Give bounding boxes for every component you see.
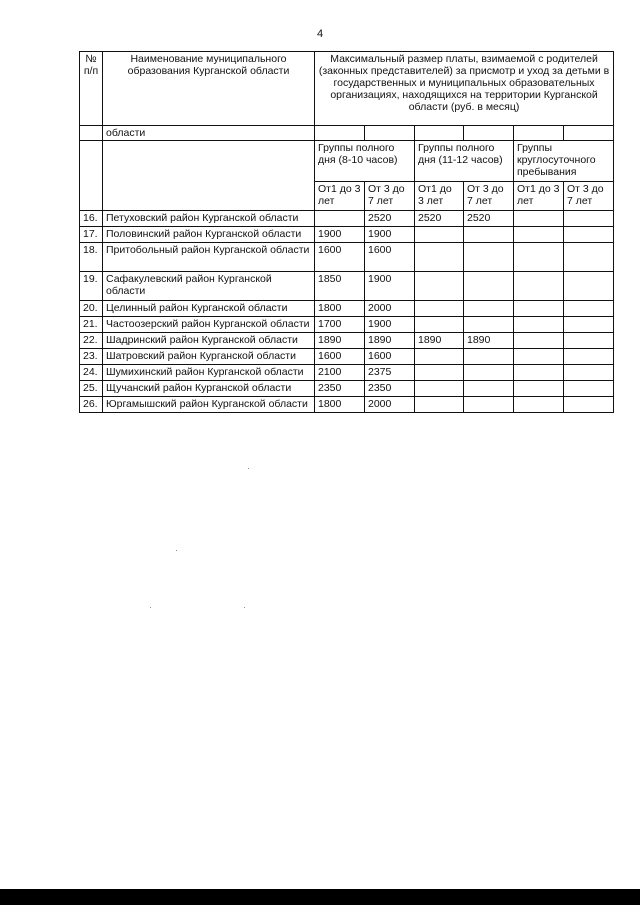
fee-cell bbox=[564, 243, 614, 272]
fee-cell: 2520 bbox=[415, 211, 464, 227]
row-number: 23. bbox=[80, 349, 103, 365]
municipality-name: Щучанский район Курганской области bbox=[103, 381, 315, 397]
header-carryover: области bbox=[103, 126, 315, 141]
table-header bbox=[80, 52, 614, 211]
table-row bbox=[80, 365, 614, 381]
header-age: От 3 до 7 лет bbox=[365, 182, 415, 211]
table-row bbox=[80, 211, 614, 227]
header-fee: Максимальный размер платы, взимаемой с родителей (законных представителей) за присмотр и уход за детьми в государственных и муниципальных образовательных организациях, находящихся на территории Курганской области (руб. в месяц) bbox=[315, 52, 614, 126]
table-row bbox=[80, 272, 614, 301]
header-group: Группы полного дня (8-10 часов) bbox=[315, 141, 415, 182]
fee-cell: 1800 bbox=[315, 397, 365, 413]
fee-cell bbox=[564, 272, 614, 301]
fee-cell bbox=[415, 397, 464, 413]
fee-cell: 2350 bbox=[315, 381, 365, 397]
fee-cell: 1890 bbox=[415, 333, 464, 349]
scan-speck bbox=[176, 550, 177, 551]
fee-cell bbox=[514, 317, 564, 333]
fee-cell bbox=[464, 349, 514, 365]
fee-cell bbox=[464, 381, 514, 397]
fee-cell bbox=[415, 349, 464, 365]
table-row bbox=[80, 381, 614, 397]
fee-cell bbox=[464, 272, 514, 301]
fee-cell bbox=[514, 381, 564, 397]
scan-speck bbox=[248, 468, 249, 469]
header-age: От1 до 3 лет bbox=[415, 182, 464, 211]
fee-cell bbox=[564, 317, 614, 333]
fee-cell bbox=[415, 272, 464, 301]
fee-cell: 1900 bbox=[365, 317, 415, 333]
fee-cell bbox=[564, 301, 614, 317]
fee-cell: 2000 bbox=[365, 397, 415, 413]
table-row bbox=[80, 243, 614, 272]
header-group: Группы полного дня (11-12 часов) bbox=[415, 141, 514, 182]
fee-cell bbox=[564, 227, 614, 243]
fee-cell bbox=[415, 227, 464, 243]
fee-cell: 1600 bbox=[315, 349, 365, 365]
fee-cell bbox=[514, 227, 564, 243]
fee-cell bbox=[415, 381, 464, 397]
fee-table bbox=[79, 51, 614, 413]
scan-speck bbox=[150, 607, 151, 608]
header-age: От1 до 3 лет bbox=[315, 182, 365, 211]
table-row bbox=[80, 301, 614, 317]
fee-cell: 2520 bbox=[464, 211, 514, 227]
header-age: От1 до 3 лет bbox=[514, 182, 564, 211]
municipality-name: Петуховский район Курганской области bbox=[103, 211, 315, 227]
table-row bbox=[80, 227, 614, 243]
header-empty-cell bbox=[80, 141, 103, 211]
municipality-name: Половинский район Курганской области bbox=[103, 227, 315, 243]
header-spacer-cell bbox=[315, 126, 365, 141]
fee-cell: 2350 bbox=[365, 381, 415, 397]
table-row bbox=[80, 397, 614, 413]
fee-cell bbox=[564, 211, 614, 227]
row-number: 19. bbox=[80, 272, 103, 301]
municipality-name: Притобольный район Курганской области bbox=[103, 243, 315, 272]
fee-cell: 1890 bbox=[365, 333, 415, 349]
header-spacer-cell bbox=[365, 126, 415, 141]
fee-cell bbox=[415, 243, 464, 272]
fee-cell bbox=[514, 397, 564, 413]
fee-cell: 1890 bbox=[464, 333, 514, 349]
page-number: 4 bbox=[316, 28, 324, 40]
fee-cell bbox=[415, 301, 464, 317]
header-group: Группы круглосуточного пребывания bbox=[514, 141, 614, 182]
header-spacer-cell bbox=[514, 126, 564, 141]
fee-cell bbox=[514, 211, 564, 227]
table-row bbox=[80, 317, 614, 333]
municipality-name: Сафакулевский район Курганской области bbox=[103, 272, 315, 301]
row-number: 20. bbox=[80, 301, 103, 317]
fee-cell: 2100 bbox=[315, 365, 365, 381]
municipality-name: Шумихинский район Курганской области bbox=[103, 365, 315, 381]
header-spacer-cell bbox=[464, 126, 514, 141]
fee-cell: 1900 bbox=[365, 227, 415, 243]
fee-cell bbox=[315, 211, 365, 227]
fee-cell bbox=[514, 365, 564, 381]
row-number: 17. bbox=[80, 227, 103, 243]
fee-cell: 1600 bbox=[365, 349, 415, 365]
fee-cell bbox=[464, 243, 514, 272]
row-number: 25. bbox=[80, 381, 103, 397]
header-spacer-cell bbox=[80, 126, 103, 141]
table-row bbox=[80, 349, 614, 365]
header-spacer-cell bbox=[564, 126, 614, 141]
scan-edge bbox=[0, 889, 640, 905]
fee-cell bbox=[514, 349, 564, 365]
fee-cell bbox=[464, 317, 514, 333]
fee-cell: 1800 bbox=[315, 301, 365, 317]
fee-cell: 1900 bbox=[315, 227, 365, 243]
municipality-name: Целинный район Курганской области bbox=[103, 301, 315, 317]
header-spacer-cell bbox=[415, 126, 464, 141]
header-name: Наименование муниципального образования Курганской области bbox=[103, 52, 315, 126]
fee-cell bbox=[415, 317, 464, 333]
fee-cell bbox=[514, 301, 564, 317]
fee-cell: 1600 bbox=[365, 243, 415, 272]
fee-cell: 1700 bbox=[315, 317, 365, 333]
municipality-name: Шадринский район Курганской области bbox=[103, 333, 315, 349]
fee-cell: 2000 bbox=[365, 301, 415, 317]
fee-cell bbox=[464, 365, 514, 381]
table-row bbox=[80, 333, 614, 349]
header-empty-cell bbox=[103, 141, 315, 211]
header-age: От 3 до 7 лет bbox=[564, 182, 614, 211]
fee-cell: 2375 bbox=[365, 365, 415, 381]
municipality-name: Частоозерский район Курганской области bbox=[103, 317, 315, 333]
fee-cell bbox=[514, 243, 564, 272]
row-number: 18. bbox=[80, 243, 103, 272]
fee-cell bbox=[464, 227, 514, 243]
row-number: 26. bbox=[80, 397, 103, 413]
municipality-name: Юргамышский район Курганской области bbox=[103, 397, 315, 413]
municipality-name: Шатровский район Курганской области bbox=[103, 349, 315, 365]
fee-cell: 2520 bbox=[365, 211, 415, 227]
row-number: 21. bbox=[80, 317, 103, 333]
row-number: 24. bbox=[80, 365, 103, 381]
header-age: От 3 до 7 лет bbox=[464, 182, 514, 211]
fee-cell: 1600 bbox=[315, 243, 365, 272]
fee-cell bbox=[564, 333, 614, 349]
fee-cell bbox=[564, 397, 614, 413]
fee-cell: 1850 bbox=[315, 272, 365, 301]
fee-cell: 1890 bbox=[315, 333, 365, 349]
fee-cell bbox=[514, 272, 564, 301]
row-number: 22. bbox=[80, 333, 103, 349]
table-body bbox=[80, 211, 614, 413]
fee-cell bbox=[514, 333, 564, 349]
fee-cell bbox=[564, 349, 614, 365]
row-number: 16. bbox=[80, 211, 103, 227]
scan-speck bbox=[244, 607, 245, 608]
fee-cell: 1900 bbox=[365, 272, 415, 301]
fee-cell bbox=[464, 301, 514, 317]
fee-cell bbox=[415, 365, 464, 381]
fee-cell bbox=[564, 365, 614, 381]
header-num: № п/п bbox=[80, 52, 103, 126]
fee-cell bbox=[564, 381, 614, 397]
fee-cell bbox=[464, 397, 514, 413]
